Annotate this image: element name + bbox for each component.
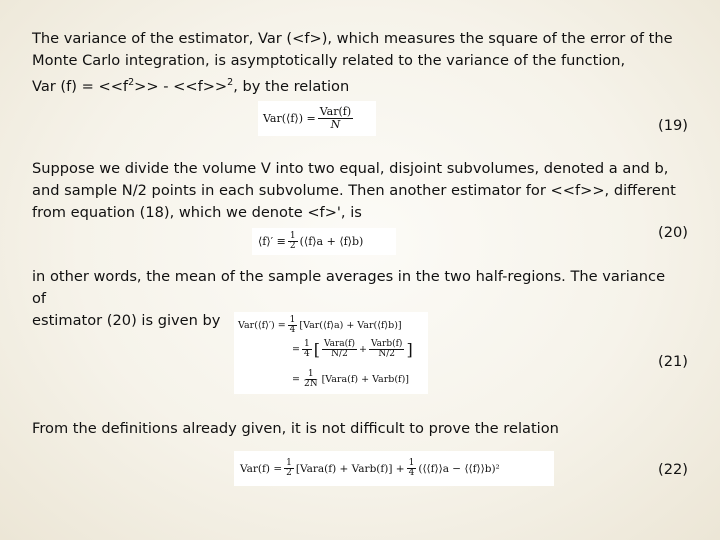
eq20-coefficient: $\frac{1}{2}$ <box>289 230 296 251</box>
eq19-denominator: N <box>330 117 341 131</box>
eq22-rhs: (⟨⟨f⟩⟩a − ⟨⟨f⟩⟩b)² <box>418 462 500 475</box>
equation-21 <box>234 312 428 394</box>
superscript-2: 2 <box>128 77 135 88</box>
equation-22: Var(f) = $\frac{1}{2}$ [Vara(f) + Varb(f)] + $\frac{1}{4}$ (⟨⟨f⟩⟩a − ⟨⟨f⟩⟩b)² <box>234 451 554 486</box>
half-regions-line-1: in other words, the mean of the sample averages in the two half-regions. The variance of <box>32 268 666 307</box>
equation-number-22: (22) <box>658 461 688 478</box>
eq19-lhs: Var(⟨f⟩) = <box>263 112 316 125</box>
eq22-lhs: Var(f) = <box>240 462 283 475</box>
subvolume-line-2: and sample N/2 points in each subvolume. Then another estimator for <<f>>, different <box>32 182 676 199</box>
eq21-row-2: = $\frac{1}{4}$ [ $\frac{\text{Vara(f)}}{N/2}$ + $\frac{\text{Varb(f)}}{N/2}$ ] <box>292 339 413 360</box>
intro-line-3b: >> - <<f>> <box>134 77 228 95</box>
intro-line-2: Monte Carlo integration, is asymptotically related to the variance of the function, <box>32 52 626 69</box>
subvolume-line-1: Suppose we divide the volume V into two equal, disjoint subvolumes, denoted a and b, <box>32 160 669 177</box>
half-regions-line-2: estimator (20) is given by <box>32 312 221 329</box>
relation-paragraph <box>32 418 682 440</box>
equation-20 <box>252 228 396 255</box>
eq21-row-3: = $\frac{1}{2N}$ [Vara(f) + Varb(f)] <box>292 369 409 390</box>
eq21-term-a: $\frac{\text{Vara(f)}}{N/2}$ <box>323 339 356 360</box>
eq20-lhs: ⟨f⟩′ ≡ <box>258 235 286 248</box>
relation-line-1: From the definitions already given, it is not difficult to prove the relation <box>32 420 559 437</box>
intro-line-1: The variance of the estimator, Var (<f>), which measures the square of the error of the <box>32 30 673 47</box>
equation-number-20: (20) <box>658 224 688 241</box>
eq19-numerator: Var(f) <box>319 104 352 118</box>
intro-paragraph <box>32 28 682 98</box>
eq20-rhs: (⟨f⟩a + ⟨f⟩b) <box>299 235 364 248</box>
eq19-fraction <box>318 106 353 132</box>
subvolume-line-3: from equation (18), which we denote <f>', is <box>32 204 362 221</box>
equation-19 <box>258 101 376 136</box>
eq22-middle: [Vara(f) + Varb(f)] + <box>295 462 405 475</box>
intro-line-3c: , by the relation <box>233 77 350 95</box>
equation-number-21: (21) <box>658 353 688 370</box>
subvolume-paragraph <box>32 158 682 224</box>
intro-line-3a: Var (f) = <<f <box>32 77 129 95</box>
eq21-term-b: $\frac{\text{Varb(f)}}{N/2}$ <box>370 339 403 360</box>
equation-number-19: (19) <box>658 117 688 134</box>
eq21-row-1: Var(⟨f⟩′) = $\frac{1}{4}$ [Var(⟨f⟩a) + Var(⟨f⟩b)] <box>238 315 402 336</box>
superscript-2: 2 <box>227 77 234 88</box>
